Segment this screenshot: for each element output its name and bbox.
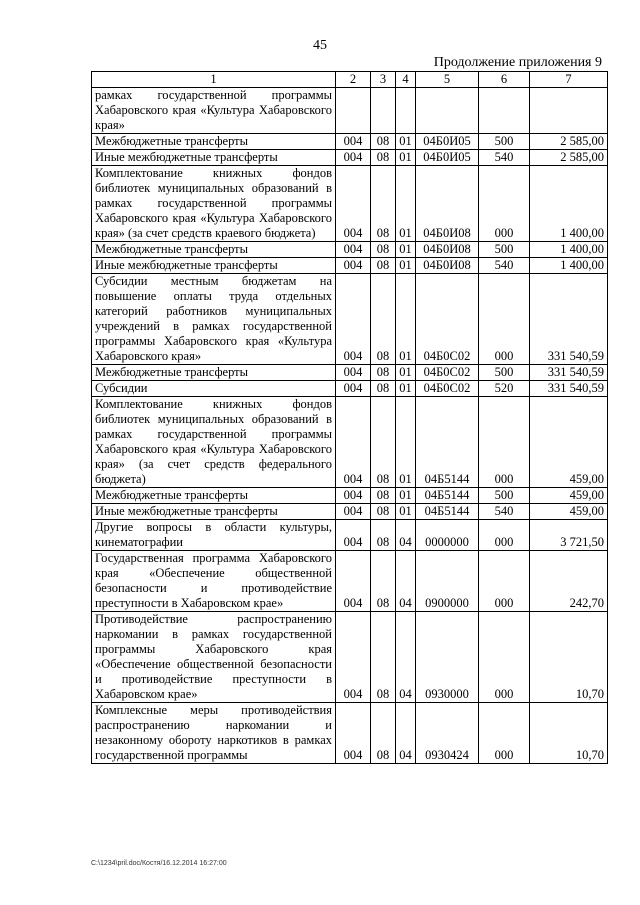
- table-row: [92, 397, 608, 488]
- section-code: [371, 88, 396, 134]
- row-name: Иные межбюджетные трансферты: [92, 504, 336, 520]
- amount: 1 400,00: [530, 166, 608, 242]
- section-code: 08: [371, 274, 396, 365]
- table-row: [92, 520, 608, 551]
- row-name: Другие вопросы в области культуры, кинематографии: [92, 520, 336, 551]
- table-row: [92, 274, 608, 365]
- subsection-code: 04: [396, 612, 416, 703]
- subsection-code: 01: [396, 365, 416, 381]
- expense-type-code: 000: [479, 612, 530, 703]
- table-row: [92, 242, 608, 258]
- amount: 1 400,00: [530, 242, 608, 258]
- ministry-code: 004: [336, 504, 371, 520]
- expense-type-code: 000: [479, 274, 530, 365]
- ministry-code: 004: [336, 520, 371, 551]
- ministry-code: 004: [336, 612, 371, 703]
- ministry-code: 004: [336, 274, 371, 365]
- table-row: [92, 551, 608, 612]
- ministry-code: 004: [336, 166, 371, 242]
- row-name: Межбюджетные трансферты: [92, 134, 336, 150]
- expense-type-code: 500: [479, 242, 530, 258]
- table-row: [92, 381, 608, 397]
- amount: 10,70: [530, 612, 608, 703]
- target-article-code: 04Б0И05: [416, 134, 479, 150]
- table-row: [92, 504, 608, 520]
- target-article-code: 04Б0С02: [416, 365, 479, 381]
- section-code: 08: [371, 551, 396, 612]
- target-article-code: 0900000: [416, 551, 479, 612]
- table-row: [92, 166, 608, 242]
- table-row: [92, 88, 608, 134]
- amount: 3 721,50: [530, 520, 608, 551]
- amount: 1 400,00: [530, 258, 608, 274]
- col-header: 4: [396, 72, 416, 88]
- row-name: Субсидии местным бюджетам на повышение оплаты труда отдельных категорий работников муниципальных учреждений в рамках государственной программы Хабаровского края «Культура Хабаровского края»: [92, 274, 336, 365]
- table-row: [92, 150, 608, 166]
- ministry-code: 004: [336, 397, 371, 488]
- section-code: 08: [371, 365, 396, 381]
- table-row: [92, 703, 608, 764]
- subsection-code: 01: [396, 134, 416, 150]
- target-article-code: 0000000: [416, 520, 479, 551]
- expense-type-code: 500: [479, 134, 530, 150]
- target-article-code: 04Б5144: [416, 504, 479, 520]
- subsection-code: 01: [396, 397, 416, 488]
- target-article-code: 04Б0И08: [416, 242, 479, 258]
- ministry-code: 004: [336, 365, 371, 381]
- amount: 459,00: [530, 504, 608, 520]
- section-code: 08: [371, 397, 396, 488]
- subsection-code: 04: [396, 703, 416, 764]
- target-article-code: 04Б0И08: [416, 258, 479, 274]
- subsection-code: 01: [396, 242, 416, 258]
- amount: [530, 88, 608, 134]
- ministry-code: 004: [336, 258, 371, 274]
- subsection-code: 01: [396, 381, 416, 397]
- subsection-code: 01: [396, 166, 416, 242]
- ministry-code: 004: [336, 381, 371, 397]
- col-header: 6: [479, 72, 530, 88]
- amount: 459,00: [530, 397, 608, 488]
- ministry-code: 004: [336, 488, 371, 504]
- expense-type-code: 000: [479, 551, 530, 612]
- subsection-code: 01: [396, 488, 416, 504]
- section-code: 08: [371, 381, 396, 397]
- ministry-code: 004: [336, 242, 371, 258]
- row-name: рамках государственной программы Хабаровского края «Культура Хабаровского края»: [92, 88, 336, 134]
- target-article-code: 04Б5144: [416, 397, 479, 488]
- row-name: Комплексные меры противодействия распространению наркомании и незаконному обороту наркотиков в рамках государственной программы: [92, 703, 336, 764]
- budget-table: [91, 71, 608, 764]
- col-header: 5: [416, 72, 479, 88]
- expense-type-code: 500: [479, 488, 530, 504]
- table-row: [92, 612, 608, 703]
- section-code: 08: [371, 488, 396, 504]
- target-article-code: 04Б0С02: [416, 381, 479, 397]
- page-number: 45: [313, 38, 327, 53]
- col-header: 3: [371, 72, 396, 88]
- subsection-code: 04: [396, 551, 416, 612]
- subsection-code: 01: [396, 258, 416, 274]
- subsection-code: [396, 88, 416, 134]
- target-article-code: 04Б0И05: [416, 150, 479, 166]
- section-code: 08: [371, 612, 396, 703]
- ministry-code: 004: [336, 703, 371, 764]
- row-name: Межбюджетные трансферты: [92, 242, 336, 258]
- row-name: Иные межбюджетные трансферты: [92, 258, 336, 274]
- section-code: 08: [371, 258, 396, 274]
- ministry-code: 004: [336, 551, 371, 612]
- section-code: 08: [371, 134, 396, 150]
- amount: 242,70: [530, 551, 608, 612]
- row-name: Государственная программа Хабаровского края «Обеспечение общественной безопасности и противодействие преступности в Хабаровском крае»: [92, 551, 336, 612]
- target-article-code: [416, 88, 479, 134]
- expense-type-code: 520: [479, 381, 530, 397]
- amount: 2 585,00: [530, 150, 608, 166]
- footer-file-path: C:\1234\pril.doc/Костя/16.12.2014 16:27:00: [91, 860, 227, 867]
- ministry-code: 004: [336, 134, 371, 150]
- amount: 331 540,59: [530, 365, 608, 381]
- subsection-code: 01: [396, 274, 416, 365]
- amount: 331 540,59: [530, 274, 608, 365]
- section-code: 08: [371, 504, 396, 520]
- subsection-code: 01: [396, 504, 416, 520]
- table-row: [92, 258, 608, 274]
- expense-type-code: 540: [479, 150, 530, 166]
- table-row: [92, 365, 608, 381]
- col-header: 2: [336, 72, 371, 88]
- target-article-code: 0930000: [416, 612, 479, 703]
- section-code: 08: [371, 520, 396, 551]
- amount: 10,70: [530, 703, 608, 764]
- expense-type-code: 500: [479, 365, 530, 381]
- ministry-code: 004: [336, 150, 371, 166]
- target-article-code: 0930424: [416, 703, 479, 764]
- expense-type-code: 000: [479, 703, 530, 764]
- expense-type-code: 000: [479, 166, 530, 242]
- ministry-code: [336, 88, 371, 134]
- expense-type-code: 540: [479, 258, 530, 274]
- subsection-code: 01: [396, 150, 416, 166]
- expense-type-code: 540: [479, 504, 530, 520]
- row-name: Комплектование книжных фондов библиотек муниципальных образований в рамках государственной программы Хабаровского края «Культура Хабаровского края» (за счет средств федерального бюджета): [92, 397, 336, 488]
- target-article-code: 04Б0И08: [416, 166, 479, 242]
- row-name: Комплектование книжных фондов библиотек муниципальных образований в рамках государственной программы Хабаровского края «Культура Хабаровского края» (за счет средств краевого бюджета): [92, 166, 336, 242]
- row-name: Противодействие распространению наркомании в рамках государственной программы Хабаровского края «Обеспечение общественной безопасности и противодействие преступности в Хабаровском крае»: [92, 612, 336, 703]
- expense-type-code: 000: [479, 520, 530, 551]
- continuation-label: Продолжение приложения 9: [433, 55, 602, 70]
- target-article-code: 04Б5144: [416, 488, 479, 504]
- amount: 331 540,59: [530, 381, 608, 397]
- section-code: 08: [371, 242, 396, 258]
- expense-type-code: 000: [479, 397, 530, 488]
- target-article-code: 04Б0С02: [416, 274, 479, 365]
- table-row: [92, 134, 608, 150]
- table-row: [92, 488, 608, 504]
- col-header: 1: [92, 72, 336, 88]
- section-code: 08: [371, 166, 396, 242]
- table-header-row: [92, 72, 608, 88]
- row-name: Субсидии: [92, 381, 336, 397]
- col-header: 7: [530, 72, 608, 88]
- section-code: 08: [371, 150, 396, 166]
- section-code: 08: [371, 703, 396, 764]
- row-name: Межбюджетные трансферты: [92, 488, 336, 504]
- amount: 2 585,00: [530, 134, 608, 150]
- subsection-code: 04: [396, 520, 416, 551]
- amount: 459,00: [530, 488, 608, 504]
- expense-type-code: [479, 88, 530, 134]
- row-name: Межбюджетные трансферты: [92, 365, 336, 381]
- row-name: Иные межбюджетные трансферты: [92, 150, 336, 166]
